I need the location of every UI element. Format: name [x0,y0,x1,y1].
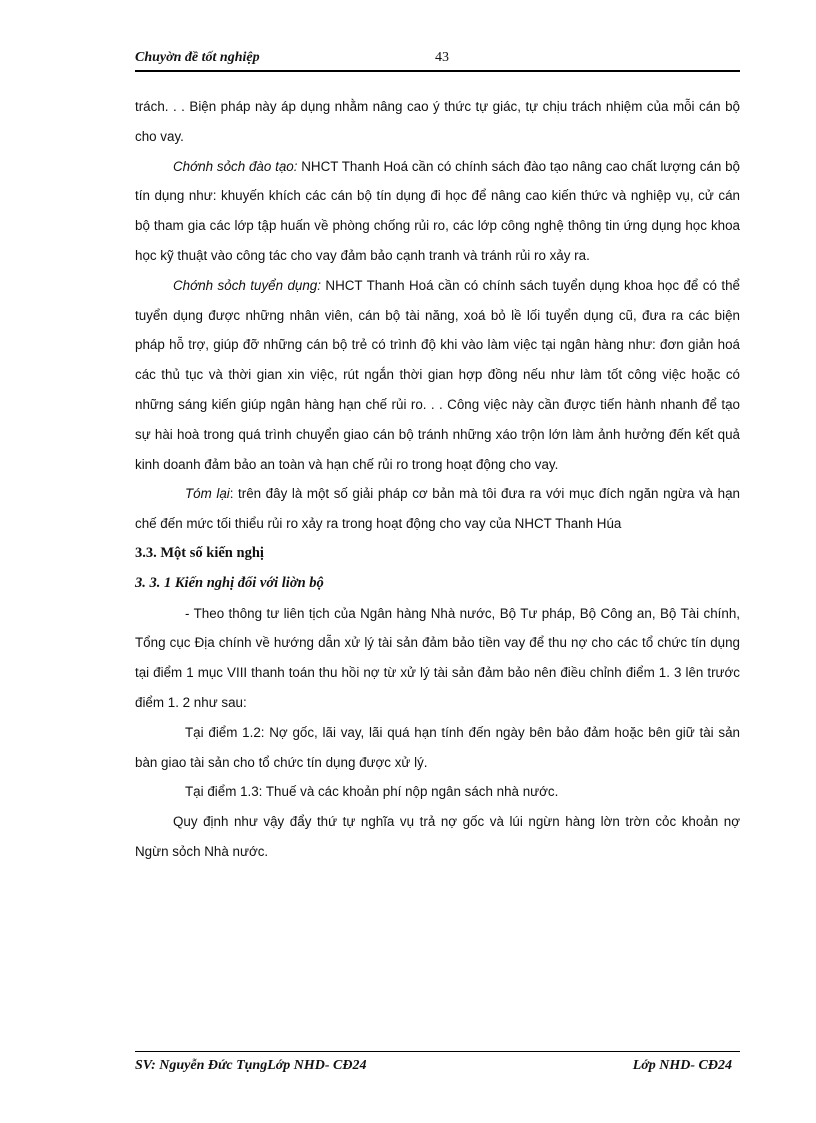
section-heading: 3.3. Một số kiến nghị [135,544,264,561]
page-number: 43 [435,50,449,65]
paragraph [135,777,740,807]
page-header [135,50,740,72]
paragraph-text: NHCT Thanh Hoá cần có chính sách tuyển dụng khoa học để có thể tuyển dụng được những nhân viên, cán bộ tài năng, xoá bỏ lề lối tuyển dụng cũ, đưa ra các biện pháp hỗ trợ, giúp đỡ những cán bộ trẻ có trình độ khi vào làm việc tại ngân hàng như: đơn giản hoá các thủ tục và thời gian xin việc, rút ngắn thời gian hợp đồng nếu như làm tốt công việc hoặc có những sáng kiến giúp ngân hàng hạn chế rủi ro. . . Công việc này cần được tiến hành nhanh để tạo sự hài hoà trong quá trình chuyển giao cán bộ tránh những xáo trộn lớn làm ảnh hưởng đến kết quả kinh doanh đảm bảo an toàn và hạn chế rủi ro trong hoạt động cho vay. [135,277,740,472]
paragraph-recruitment-policy [135,271,740,480]
paragraph-text: - Theo thông tư liên tịch của Ngân hàng Nhà nước, Bộ Tư pháp, Bộ Công an, Bộ Tài chính, Tổng cục Địa chính về hướng dẫn xử lý tài sản đảm bảo tiền vay để thu nợ cho các tổ chức tín dụng tại điểm 1 mục VIII thanh toán thu hồi nợ từ xử lý tài sản đảm bảo nên điều chỉnh điểm 1. 3 lên trước điểm 1. 2 như sau: [135,605,740,710]
paragraph [135,599,740,718]
paragraph-text: Tại điểm 1.3: Thuế và các khoản phí nộp ngân sách nhà nước. [185,784,559,800]
subsection-heading: 3. 3. 1 Kiến nghị đối với liờn bộ [135,574,324,591]
footer-student: SV: Nguyễn Đức TụngLớp NHD- CĐ24 [135,1058,367,1073]
header-title: Chuyờn đề tốt nghiệp [135,50,260,65]
document-body [135,92,740,867]
paragraph-text: trách. . . Biện pháp này áp dụng nhằm nâng cao ý thức tự giác, tự chịu trách nhiệm của mỗi cán bộ cho vay. [135,99,740,144]
paragraph-text: Tại điểm 1.2: Nợ gốc, lãi vay, lãi quá hạn tính đến ngày bên bảo đảm hoặc bên giữ tài sản bàn giao tài sản cho tổ chức tín dụng được xử lý. [135,724,740,770]
paragraph-label: Chớnh sỏch đào tạo: [173,158,298,174]
paragraph [135,718,740,778]
paragraph-text: NHCT Thanh Hoá cần có chính sách đào tạo nâng cao chất lượng cán bộ tín dụng như: khuyến khích các cán bộ tín dụng đi học để nâng cao kiến thức và nghiệp vụ, cử cán bộ tham gia các lớp tập huấn về phòng chống rủi ro, các lớp công nghệ thông tin ứng dụng học khoa học kỹ thuật vào công tác cho vay đảm bảo cạnh tranh và tránh rủi ro xảy ra. [135,158,740,263]
paragraph-training-policy [135,152,740,271]
footer-class: Lớp NHD- CĐ24 [632,1058,732,1073]
paragraph-label: Tóm lại [185,486,230,502]
paragraph [135,92,740,152]
footer-divider [135,1051,740,1052]
paragraph [135,807,740,867]
paragraph-summary [135,479,740,539]
paragraph-text: : trên đây là một số giải pháp cơ bản mà tôi đưa ra với mục đích ngăn ngừa và hạn chế đến mức tối thiểu rủi ro xảy ra trong hoạt động cho vay của NHCT Thanh Húa [135,486,740,532]
paragraph-text: Quy định như vậy đẩy thứ tự nghĩa vụ trả nợ gốc và lúi ngừn hàng lờn trờn cỏc khoản nợ Ngừn sỏch Nhà nước. [135,814,740,859]
paragraph-label: Chớnh sỏch tuyển dụng: [173,277,321,293]
